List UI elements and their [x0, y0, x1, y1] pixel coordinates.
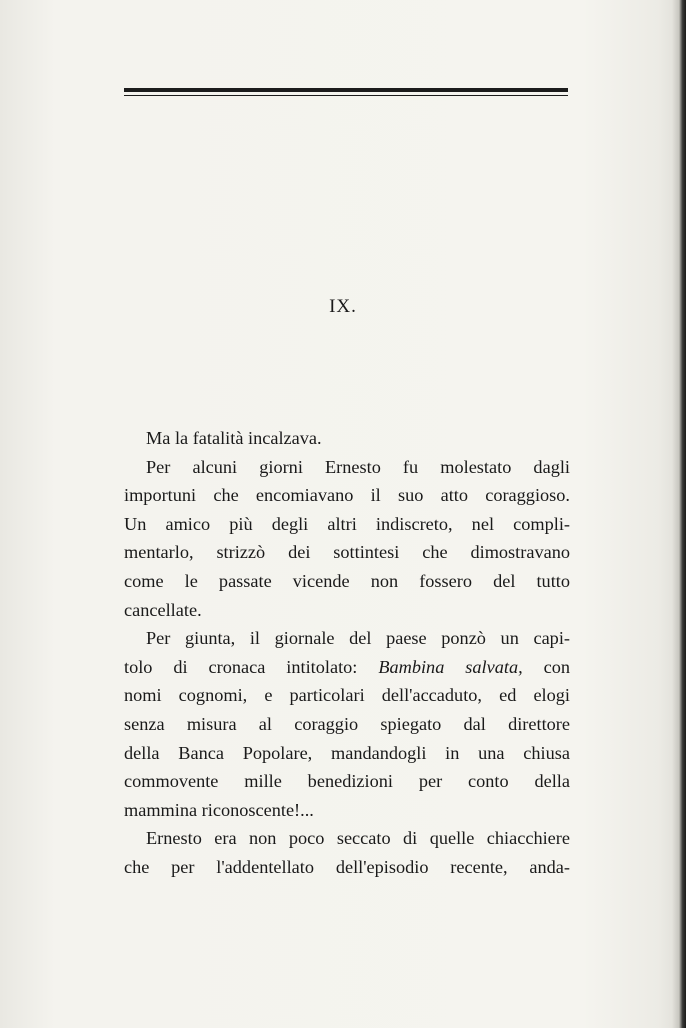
text-line: commovente mille benedizioni per conto della — [124, 771, 570, 792]
body-text — [124, 424, 570, 882]
text-line — [124, 653, 570, 682]
text-span: tolo di cronaca intitolato: — [124, 656, 379, 677]
chapter-heading: IX. — [329, 296, 357, 317]
text-line: Ernesto era non poco seccato di quelle chiacchiere — [146, 828, 570, 849]
header-rule-thin — [124, 95, 568, 96]
text-line: Un amico più degli altri indiscreto, nel compli- — [124, 513, 570, 534]
text-line: Per alcuni giorni Ernesto fu molestato dagli — [146, 456, 570, 477]
text-line: Ma la fatalità incalzava. — [146, 428, 322, 448]
text-span: con — [522, 656, 570, 677]
text-line: nomi cognomi, e particolari dell'accaduto, ed elogi — [124, 685, 570, 706]
header-rule-thick — [124, 88, 568, 92]
text-line: cancellate. — [124, 599, 202, 620]
text-line: senza misura al coraggio spiegato dal direttore — [124, 713, 570, 734]
text-line: Per giunta, il giornale del paese ponzò un capi- — [146, 628, 570, 649]
text-line: come le passate vicende non fossero del tutto — [124, 570, 570, 591]
text-line: che per l'addentellato dell'episodio recente, anda- — [124, 856, 570, 877]
page-edge-shadow — [672, 0, 686, 1028]
newspaper-article-title: Bambina salvata, — [378, 656, 523, 677]
text-line: mentarlo, strizzò dei sottintesi che dimostravano — [124, 542, 570, 563]
text-line: importuni che encomiavano il suo atto coraggioso. — [124, 485, 570, 506]
text-line: mammina riconoscente!... — [124, 799, 314, 820]
text-line: della Banca Popolare, mandandogli in una chiusa — [124, 742, 570, 763]
